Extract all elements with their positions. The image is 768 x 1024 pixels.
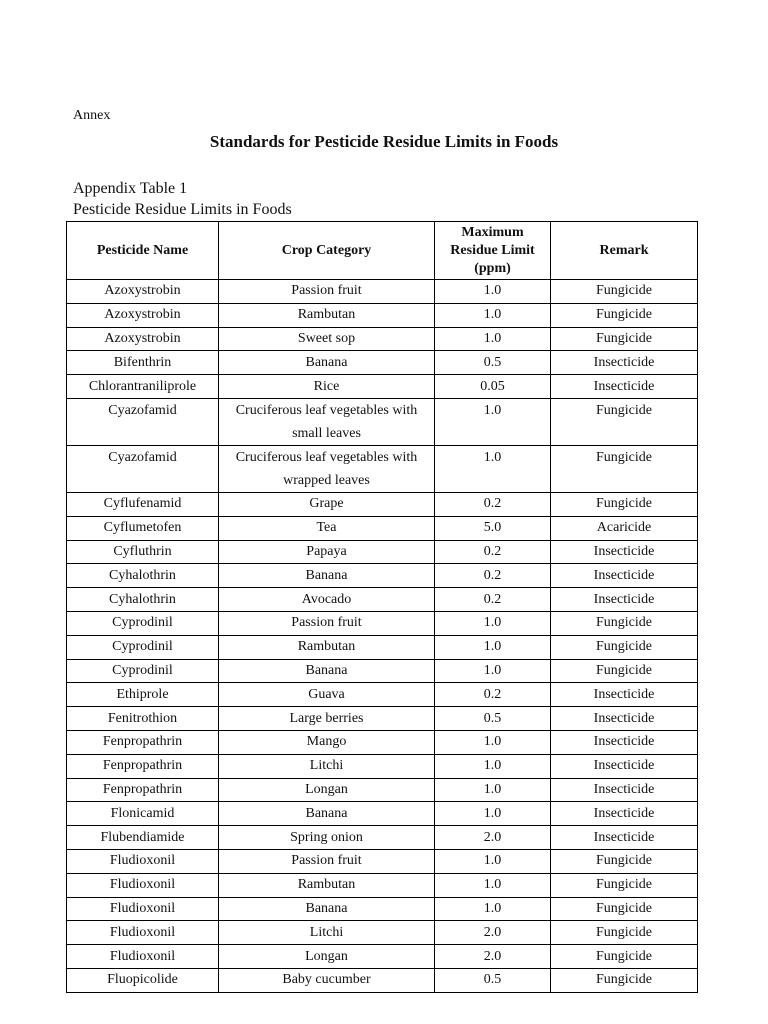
cell-remark: Fungicide: [551, 968, 698, 992]
cell-max-residue-limit: 1.0: [435, 398, 551, 445]
cell-crop-category: Litchi: [219, 754, 435, 778]
cell-remark: Insecticide: [551, 540, 698, 564]
cell-pesticide-name: Fludioxonil: [67, 945, 219, 969]
cell-max-residue-limit: 0.2: [435, 683, 551, 707]
cell-crop-category: Longan: [219, 778, 435, 802]
cell-crop-category: Tea: [219, 516, 435, 540]
cell-max-residue-limit: 1.0: [435, 280, 551, 304]
cell-max-residue-limit: 2.0: [435, 921, 551, 945]
cell-crop-category: Passion fruit: [219, 611, 435, 635]
cell-remark: Fungicide: [551, 327, 698, 351]
cell-max-residue-limit: 1.0: [435, 303, 551, 327]
table-row: [67, 492, 698, 516]
cell-pesticide-name: Fludioxonil: [67, 849, 219, 873]
header-pesticide-name: Pesticide Name: [67, 222, 219, 280]
cell-crop-category: Banana: [219, 802, 435, 826]
cell-max-residue-limit: 0.2: [435, 564, 551, 588]
cell-crop-category: Litchi: [219, 921, 435, 945]
table-row: [67, 280, 698, 304]
cell-max-residue-limit: 1.0: [435, 873, 551, 897]
cell-remark: Insecticide: [551, 683, 698, 707]
cell-max-residue-limit: 1.0: [435, 897, 551, 921]
cell-pesticide-name: Azoxystrobin: [67, 303, 219, 327]
cell-pesticide-name: Cyprodinil: [67, 659, 219, 683]
cell-crop-category: Banana: [219, 351, 435, 375]
cell-remark: Insecticide: [551, 754, 698, 778]
cell-crop-category: Sweet sop: [219, 327, 435, 351]
cell-crop-category: Rambutan: [219, 873, 435, 897]
table-row: [67, 659, 698, 683]
cell-max-residue-limit: 0.5: [435, 351, 551, 375]
cell-crop-category: Avocado: [219, 588, 435, 612]
table-row: [67, 754, 698, 778]
cell-crop-category: Mango: [219, 730, 435, 754]
cell-crop-category: Spring onion: [219, 826, 435, 850]
cell-crop-category: Banana: [219, 897, 435, 921]
cell-max-residue-limit: 0.5: [435, 707, 551, 731]
cell-crop-category: Longan: [219, 945, 435, 969]
cell-max-residue-limit: 2.0: [435, 826, 551, 850]
cell-max-residue-limit: 1.0: [435, 730, 551, 754]
table-row: [67, 921, 698, 945]
cell-crop-category: Grape: [219, 492, 435, 516]
table-row: [67, 445, 698, 492]
cell-pesticide-name: Cyazofamid: [67, 398, 219, 445]
header-remark: Remark: [551, 222, 698, 280]
cell-pesticide-name: Azoxystrobin: [67, 280, 219, 304]
table-row: [67, 873, 698, 897]
cell-pesticide-name: Cyazofamid: [67, 445, 219, 492]
cell-crop-category: Cruciferous leaf vegetables with wrapped leaves: [219, 445, 435, 492]
cell-remark: Acaricide: [551, 516, 698, 540]
header-mrl-line-2: Residue Limit: [450, 242, 535, 258]
cell-crop-category: Passion fruit: [219, 849, 435, 873]
cell-pesticide-name: Fludioxonil: [67, 921, 219, 945]
cell-pesticide-name: Fenpropathrin: [67, 778, 219, 802]
table-row: [67, 303, 698, 327]
cell-crop-category: Passion fruit: [219, 280, 435, 304]
cell-pesticide-name: Ethiprole: [67, 683, 219, 707]
cell-pesticide-name: Cyflufenamid: [67, 492, 219, 516]
cell-pesticide-name: Bifenthrin: [67, 351, 219, 375]
table-row: [67, 540, 698, 564]
table-row: [67, 968, 698, 992]
appendix-caption: [73, 178, 292, 220]
cell-max-residue-limit: 0.2: [435, 588, 551, 612]
cell-max-residue-limit: 1.0: [435, 802, 551, 826]
table-row: [67, 683, 698, 707]
cell-crop-category: Banana: [219, 659, 435, 683]
table-row: [67, 588, 698, 612]
table-row: [67, 635, 698, 659]
header-mrl-line-3: (ppm): [474, 260, 511, 276]
cell-remark: Insecticide: [551, 564, 698, 588]
table-row: [67, 398, 698, 445]
cell-remark: Insecticide: [551, 802, 698, 826]
table-row: [67, 351, 698, 375]
cell-pesticide-name: Fenpropathrin: [67, 754, 219, 778]
table-row: [67, 516, 698, 540]
cell-remark: Fungicide: [551, 611, 698, 635]
cell-remark: Fungicide: [551, 659, 698, 683]
cell-max-residue-limit: 1.0: [435, 659, 551, 683]
cell-pesticide-name: Fludioxonil: [67, 873, 219, 897]
cell-pesticide-name: Fenpropathrin: [67, 730, 219, 754]
table-body: [67, 280, 698, 993]
cell-pesticide-name: Cyhalothrin: [67, 588, 219, 612]
cell-crop-category: Guava: [219, 683, 435, 707]
cell-crop-category: Rambutan: [219, 635, 435, 659]
table-row: [67, 564, 698, 588]
cell-pesticide-name: Fenitrothion: [67, 707, 219, 731]
cell-crop-category: Cruciferous leaf vegetables with small leaves: [219, 398, 435, 445]
cell-remark: Insecticide: [551, 375, 698, 399]
cell-remark: Fungicide: [551, 945, 698, 969]
cell-pesticide-name: Chlorantraniliprole: [67, 375, 219, 399]
page-title: Standards for Pesticide Residue Limits in Foods: [209, 132, 559, 151]
residue-limits-table: [66, 221, 698, 993]
table-row: [67, 730, 698, 754]
cell-max-residue-limit: 1.0: [435, 778, 551, 802]
cell-remark: Insecticide: [551, 778, 698, 802]
cell-remark: Fungicide: [551, 873, 698, 897]
cell-max-residue-limit: 1.0: [435, 445, 551, 492]
cell-remark: Fungicide: [551, 897, 698, 921]
cell-remark: Fungicide: [551, 398, 698, 445]
cell-remark: Insecticide: [551, 707, 698, 731]
cell-crop-category: Banana: [219, 564, 435, 588]
cell-remark: Insecticide: [551, 826, 698, 850]
cell-pesticide-name: Fluopicolide: [67, 968, 219, 992]
cell-pesticide-name: Fludioxonil: [67, 897, 219, 921]
table-row: [67, 897, 698, 921]
table-header-row: [67, 222, 698, 280]
table-row: [67, 826, 698, 850]
appendix-table-number: Appendix Table 1: [73, 180, 188, 197]
cell-max-residue-limit: 0.05: [435, 375, 551, 399]
cell-pesticide-name: Cyhalothrin: [67, 564, 219, 588]
table-row: [67, 611, 698, 635]
cell-pesticide-name: Cyflumetofen: [67, 516, 219, 540]
cell-max-residue-limit: 1.0: [435, 754, 551, 778]
table-row: [67, 945, 698, 969]
cell-remark: Fungicide: [551, 303, 698, 327]
table-row: [67, 802, 698, 826]
cell-pesticide-name: Flonicamid: [67, 802, 219, 826]
cell-max-residue-limit: 1.0: [435, 327, 551, 351]
header-mrl-line-1: Maximum: [461, 224, 524, 240]
cell-max-residue-limit: 0.2: [435, 540, 551, 564]
table-row: [67, 375, 698, 399]
cell-crop-category: Rice: [219, 375, 435, 399]
table-row: [67, 778, 698, 802]
cell-crop-category: Papaya: [219, 540, 435, 564]
cell-remark: Fungicide: [551, 921, 698, 945]
cell-pesticide-name: Flubendiamide: [67, 826, 219, 850]
cell-crop-category: Large berries: [219, 707, 435, 731]
cell-max-residue-limit: 1.0: [435, 635, 551, 659]
cell-max-residue-limit: 1.0: [435, 849, 551, 873]
table-row: [67, 327, 698, 351]
cell-max-residue-limit: 5.0: [435, 516, 551, 540]
cell-remark: Fungicide: [551, 492, 698, 516]
cell-crop-category: Baby cucumber: [219, 968, 435, 992]
cell-remark: Fungicide: [551, 849, 698, 873]
cell-remark: Insecticide: [551, 730, 698, 754]
table-row: [67, 849, 698, 873]
cell-max-residue-limit: 1.0: [435, 611, 551, 635]
cell-pesticide-name: Cyprodinil: [67, 635, 219, 659]
cell-max-residue-limit: 0.5: [435, 968, 551, 992]
cell-max-residue-limit: 0.2: [435, 492, 551, 516]
cell-pesticide-name: Cyfluthrin: [67, 540, 219, 564]
table-row: [67, 707, 698, 731]
cell-remark: Fungicide: [551, 280, 698, 304]
header-max-residue-limit: [435, 222, 551, 280]
cell-max-residue-limit: 2.0: [435, 945, 551, 969]
cell-pesticide-name: Azoxystrobin: [67, 327, 219, 351]
cell-remark: Fungicide: [551, 445, 698, 492]
cell-crop-category: Rambutan: [219, 303, 435, 327]
appendix-table-title: Pesticide Residue Limits in Foods: [73, 201, 292, 218]
cell-pesticide-name: Cyprodinil: [67, 611, 219, 635]
cell-remark: Fungicide: [551, 635, 698, 659]
cell-remark: Insecticide: [551, 351, 698, 375]
annex-label: Annex: [73, 108, 111, 123]
cell-remark: Insecticide: [551, 588, 698, 612]
header-crop-category: Crop Category: [219, 222, 435, 280]
